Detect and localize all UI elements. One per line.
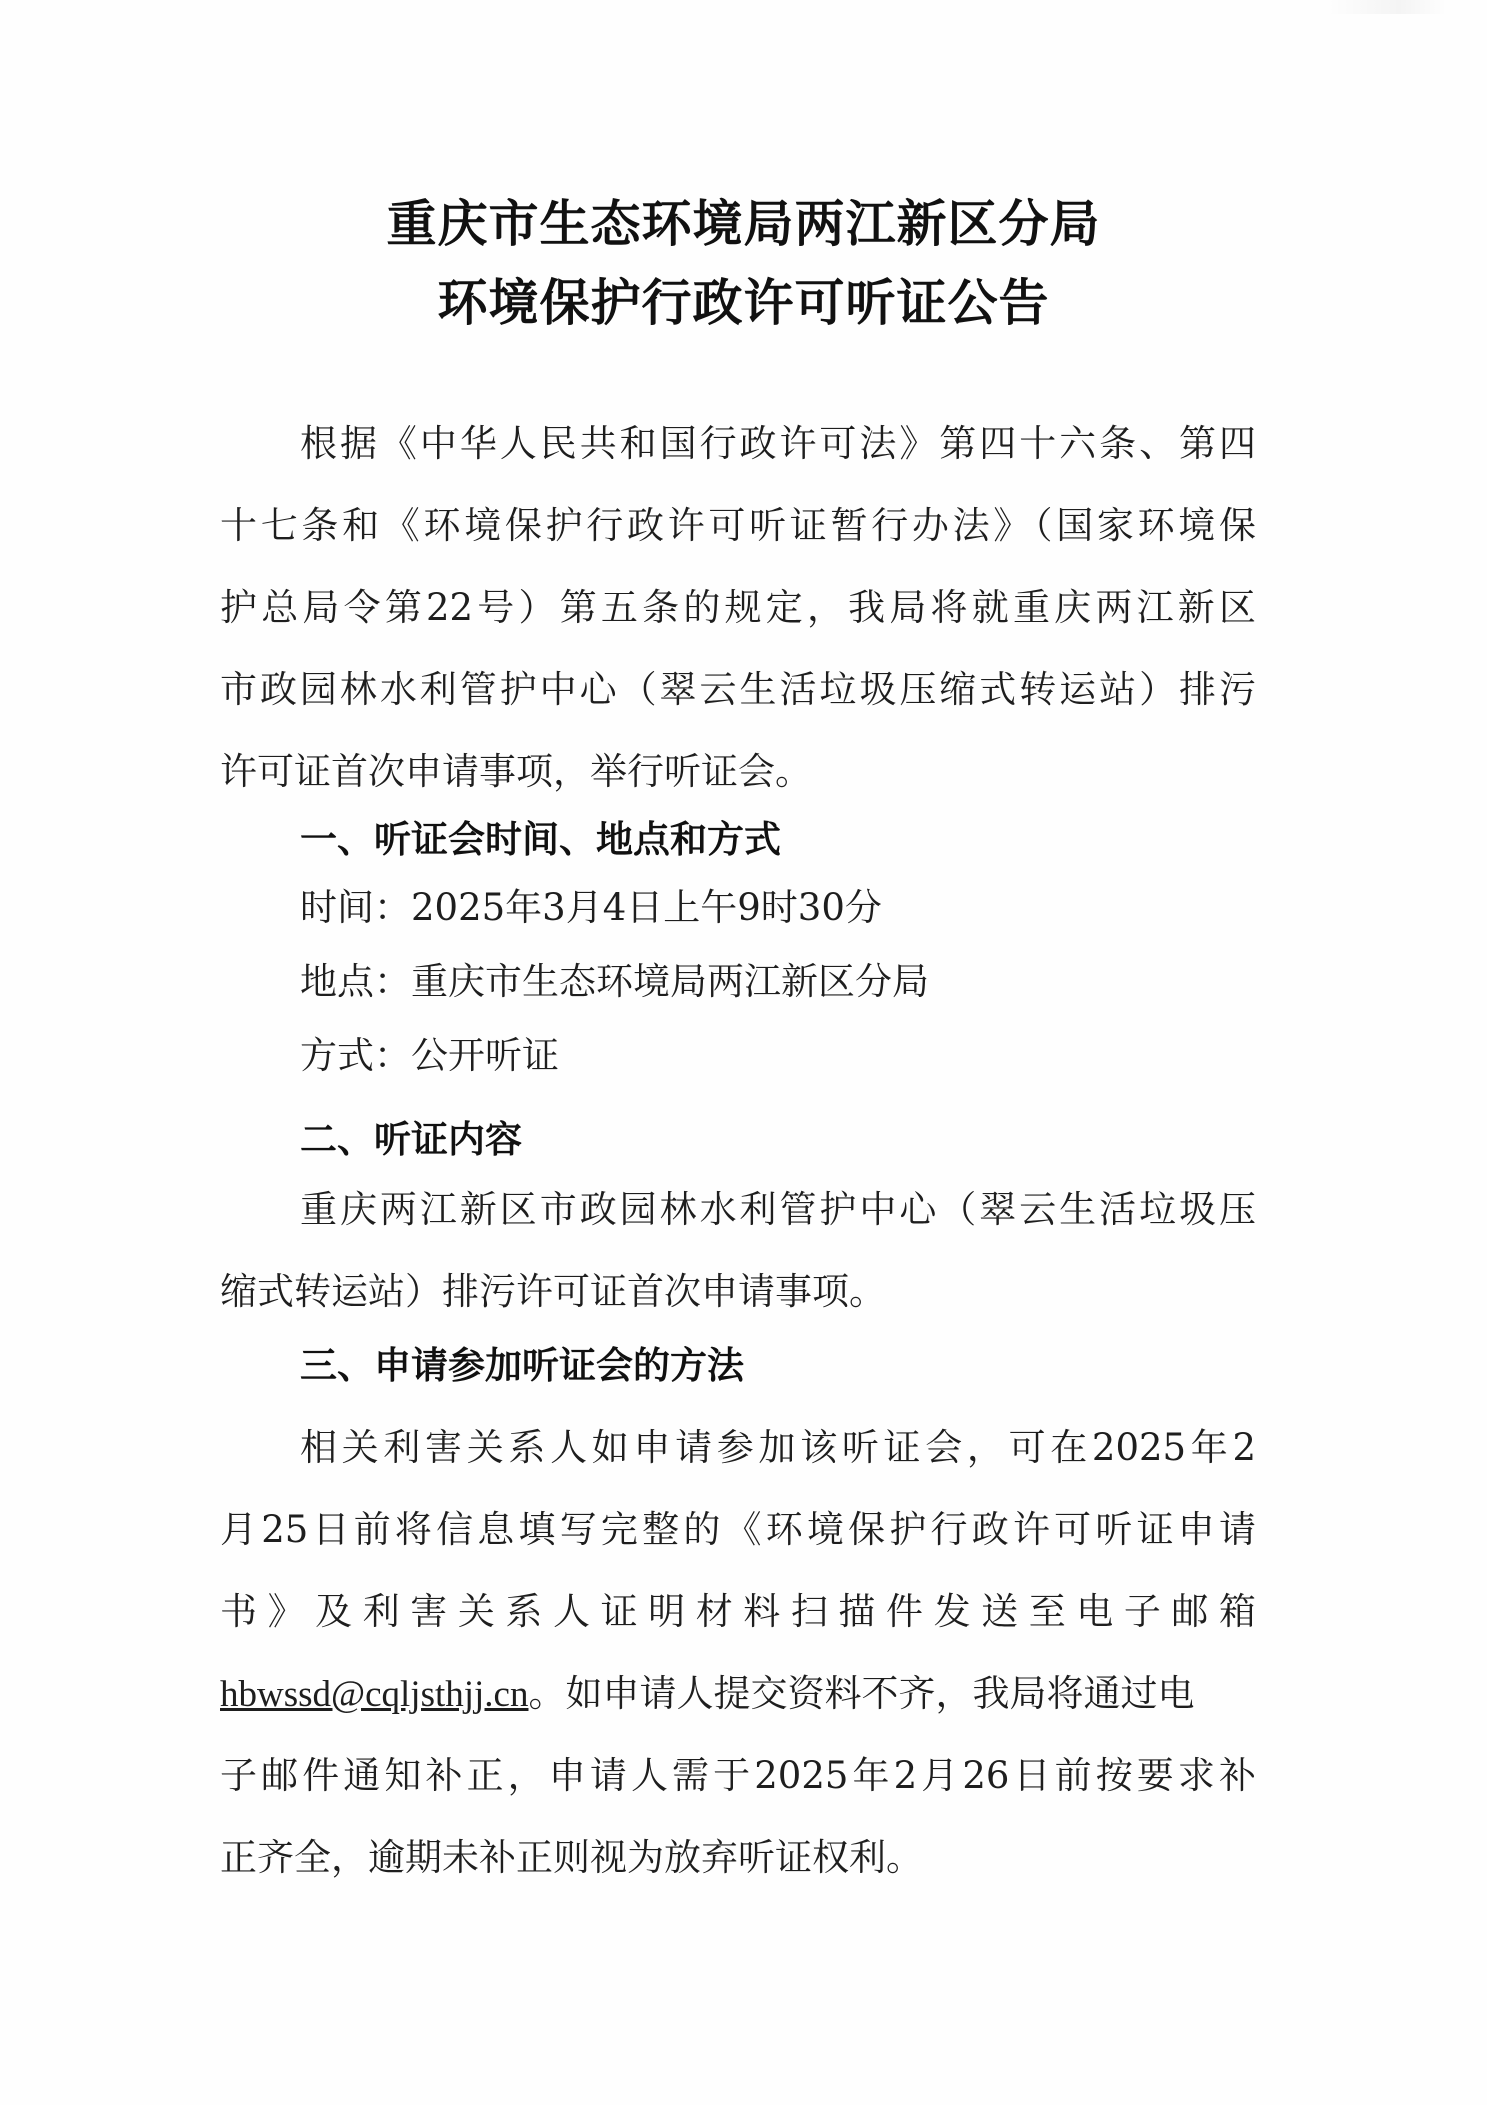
- content-line-2: 缩式转运站）排污许可证首次申请事项。: [220, 1270, 886, 1313]
- intro-line-3: 护总局令第22号）第五条的规定，我局将就重庆两江新区: [220, 586, 1256, 629]
- intro-line-5: 许可证首次申请事项，举行听证会。: [220, 750, 812, 793]
- section-3-heading: 三、申请参加听证会的方法: [300, 1344, 744, 1387]
- intro-line-1: 根据《中华人民共和国行政许可法》第四十六条、第四: [300, 422, 1256, 465]
- title-line-2: 环境保护行政许可听证公告: [437, 273, 1050, 332]
- scan-artifact: [1327, 0, 1447, 14]
- method-line-1: 相关利害关系人如申请参加该听证会，可在2025年2: [300, 1426, 1256, 1469]
- hearing-place: 地点：重庆市生态环境局两江新区分局: [300, 960, 929, 1003]
- content-line-1: 重庆两江新区市政园林水利管护中心（翠云生活垃圾压: [300, 1188, 1256, 1231]
- intro-line-2: 十七条和《环境保护行政许可听证暂行办法》（国家环境保: [220, 504, 1256, 547]
- section-2-heading: 二、听证内容: [300, 1118, 522, 1161]
- intro-line-4: 市政园林水利管护中心（翠云生活垃圾压缩式转运站）排污: [220, 668, 1256, 711]
- method-line-5: 子邮件通知补正，申请人需于2025年2月26日前按要求补: [220, 1754, 1256, 1797]
- title-line-1: 重庆市生态环境局两江新区分局: [386, 194, 1101, 253]
- section-1-heading: 一、听证会时间、地点和方式: [300, 818, 781, 861]
- email-link[interactable]: hbwssd@cqljsthjj.cn: [220, 1674, 529, 1715]
- method-line-3: 书》及利害关系人证明材料扫描件发送至电子邮箱: [220, 1590, 1256, 1633]
- method-line-2: 月25日前将信息填写完整的《环境保护行政许可听证申请: [220, 1508, 1256, 1551]
- method-line-4: [220, 1670, 1194, 1719]
- method-line-4-text: 。如申请人提交资料不齐，我局将通过电: [528, 1672, 1195, 1715]
- hearing-time: 时间：2025年3月4日上午9时30分: [300, 886, 882, 929]
- method-line-6: 正齐全，逾期未补正则视为放弃听证权利。: [220, 1836, 923, 1879]
- hearing-mode: 方式：公开听证: [300, 1034, 559, 1077]
